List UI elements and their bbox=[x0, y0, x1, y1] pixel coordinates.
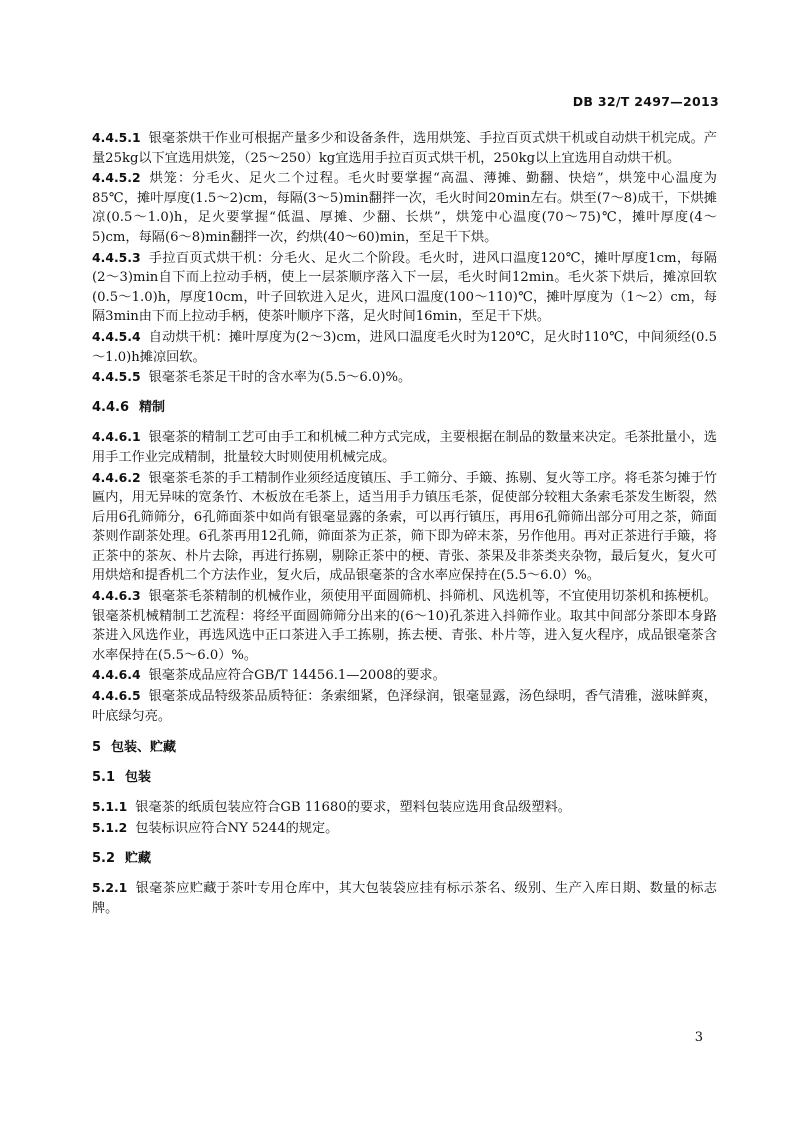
clause-4-4-5-5 bbox=[92, 367, 717, 388]
page-number: 3 bbox=[694, 1030, 703, 1045]
clause-text: 银毫茶应贮藏于茶叶专用仓库中，其大包装袋应挂有标示茶名、级别、生产入库日期、数量的标志牌。 bbox=[92, 881, 717, 916]
heading-text: 精制 bbox=[139, 399, 166, 415]
clause-number: 4.4.6.4 bbox=[92, 667, 141, 683]
clause-number: 4.4.5.1 bbox=[92, 130, 141, 145]
clause-text: 银毫茶毛茶足干时的含水率为(5.5～6.0)%。 bbox=[148, 370, 412, 386]
heading-text: 包装 bbox=[125, 769, 152, 785]
clause-5-1-2 bbox=[92, 818, 717, 839]
heading-number: 4.4.6 bbox=[92, 399, 130, 415]
clause-number: 4.4.5.5 bbox=[92, 369, 141, 385]
clause-text: 银毫茶烘干作业可根据产量多少和设备条件，选用烘笼、手拉百页式烘干机或自动烘干机完成。产量25kg以下宜选用烘笼，（25～250）kg宜选用手拉百页式烘干机，250kg以上宜选用自动烘干机。 bbox=[92, 131, 717, 166]
clause-text: 包装标识应符合NY 5244的规定。 bbox=[135, 821, 339, 836]
clause-number: 4.4.6.1 bbox=[92, 429, 141, 445]
clause-4-4-5-4 bbox=[92, 327, 717, 367]
clause-4-4-5-2 bbox=[92, 168, 717, 247]
section-heading-storage bbox=[92, 849, 717, 869]
document-code: DB 32/T 2497—2013 bbox=[572, 94, 719, 109]
clause-4-4-6-2 bbox=[92, 468, 717, 587]
heading-number: 5 bbox=[92, 740, 102, 756]
chapter-heading-packaging-storage bbox=[92, 738, 717, 758]
document-body bbox=[92, 128, 717, 918]
heading-text: 贮藏 bbox=[125, 850, 152, 866]
heading-text: 包装、贮藏 bbox=[111, 740, 177, 756]
clause-text: 银毫茶毛茶的手工精制作业须经适度镇压、手工筛分、手簸、拣剔、复火等工序。将毛茶匀摊于竹匾内，用无异味的宽条竹、木板放在毛茶上，适当用手力镇压毛茶，促使部分较粗大条索毛茶发生断裂，然后用6孔筛筛分，6孔筛面茶中如尚有银毫显露的条索，可以再行镇压，再用6孔筛筛出部分可用之茶，筛面茶则作副茶处理。6孔茶再用12孔筛，筛面茶为正茶，筛下即为碎末茶，另作他用。再对正茶进行手簸，将正茶中的茶灰、朴片去除，再进行拣剔，剔除正茶中的梗、青张、茶果及非茶类夹杂物，最后复火，复火可用烘焙和提香机二个方法作业，复火后，成品银毫茶的含水率应保持在(5.5～6.0）%。 bbox=[92, 470, 717, 584]
clause-text: 银毫茶的纸质包装应符合GB 11680的要求，塑料包装应选用食品级塑料。 bbox=[135, 800, 571, 816]
clause-number: 4.4.6.5 bbox=[92, 688, 141, 704]
clause-5-1-1 bbox=[92, 797, 717, 818]
clause-text: 银毫茶毛茶精制的机械作业，须使用平面圆筛机、抖筛机、风选机等，不宜使用切茶机和拣梗机。银毫茶机械精制工艺流程：将经平面圆筛筛分出来的(6～10)孔茶进入抖筛作业。取其中间部分茶即本身路茶进入风选作业，再选风选中正口茶进入手工拣剔，拣去梗、青张、朴片等，进入复火程序，成品银毫茶含水率保持在(5.5～6.0）%。 bbox=[92, 589, 717, 663]
clause-number: 5.2.1 bbox=[92, 880, 128, 896]
clause-4-4-6-4 bbox=[92, 665, 717, 686]
heading-number: 5.2 bbox=[92, 850, 116, 866]
clause-4-4-6-1 bbox=[92, 427, 717, 467]
clause-text: 烘笼：分毛火、足火二个过程。毛火时要掌握“高温、薄摊、勤翻、快焙”，烘笼中心温度为85℃，摊叶厚度(1.5～2)cm，每隔(3～5)min翻拌一次，毛火时间20min左右。烘至(7～8)成干，下烘摊凉(0.5～1.0)h，足火要掌握“低温、厚摊、少翻、长烘”，烘笼中心温度(70～75)℃，摊叶厚度(4～5)cm，每隔(6～8)min翻拌一次，约烘(40～60)min，至足干下烘。 bbox=[92, 171, 717, 245]
heading-number: 5.1 bbox=[92, 769, 116, 785]
clause-4-4-6-5 bbox=[92, 686, 717, 726]
clause-number: 5.1.1 bbox=[92, 799, 128, 815]
clause-number: 4.4.5.4 bbox=[92, 328, 141, 344]
clause-text: 手拉百页式烘干机：分毛火、足火二个阶段。毛火时，进风口温度120℃，摊叶厚度1cm，每隔(2～3)min自下而上拉动手柄，使上一层茶顺序落入下一层，毛火时间12min。毛火茶下烘后，摊凉回软(0.5～1.0)h，厚度10cm，叶子回软进入足火，进风口温度(100～110)℃，摊叶厚度为（1～2）cm，每隔3min由下而上拉动手柄，使茶叶顺序下落，足火时间16min，至足干下烘。 bbox=[92, 250, 717, 325]
clause-number: 4.4.6.2 bbox=[92, 469, 141, 485]
section-heading-refining bbox=[92, 398, 717, 418]
clause-text: 银毫茶的精制工艺可由手工和机械二种方式完成，主要根据在制品的数量来决定。毛茶批量小，选用手工作业完成精制，批量较大时则使用机械完成。 bbox=[92, 430, 717, 465]
clause-5-2-1 bbox=[92, 878, 717, 918]
clause-number: 4.4.5.2 bbox=[92, 170, 141, 186]
section-heading-packaging bbox=[92, 768, 717, 788]
clause-number: 4.4.6.3 bbox=[92, 588, 141, 604]
clause-text: 银毫茶成品应符合GB/T 14456.1—2008的要求。 bbox=[148, 668, 446, 684]
clause-4-4-6-3 bbox=[92, 586, 717, 665]
clause-number: 4.4.5.3 bbox=[92, 249, 141, 265]
clause-number: 5.1.2 bbox=[92, 820, 128, 835]
clause-4-4-5-3 bbox=[92, 248, 717, 327]
clause-4-4-5-1 bbox=[92, 128, 717, 168]
clause-text: 银毫茶成品特级茶品质特征：条索细紧，色泽绿润，银毫显露，汤色绿明，香气清雅，滋味鲜爽，叶底绿匀亮。 bbox=[92, 689, 717, 724]
clause-text: 自动烘干机：摊叶厚度为(2～3)cm，进风口温度毛火时为120℃，足火时110℃，中间须经(0.5～1.0)h摊凉回软。 bbox=[92, 329, 717, 365]
